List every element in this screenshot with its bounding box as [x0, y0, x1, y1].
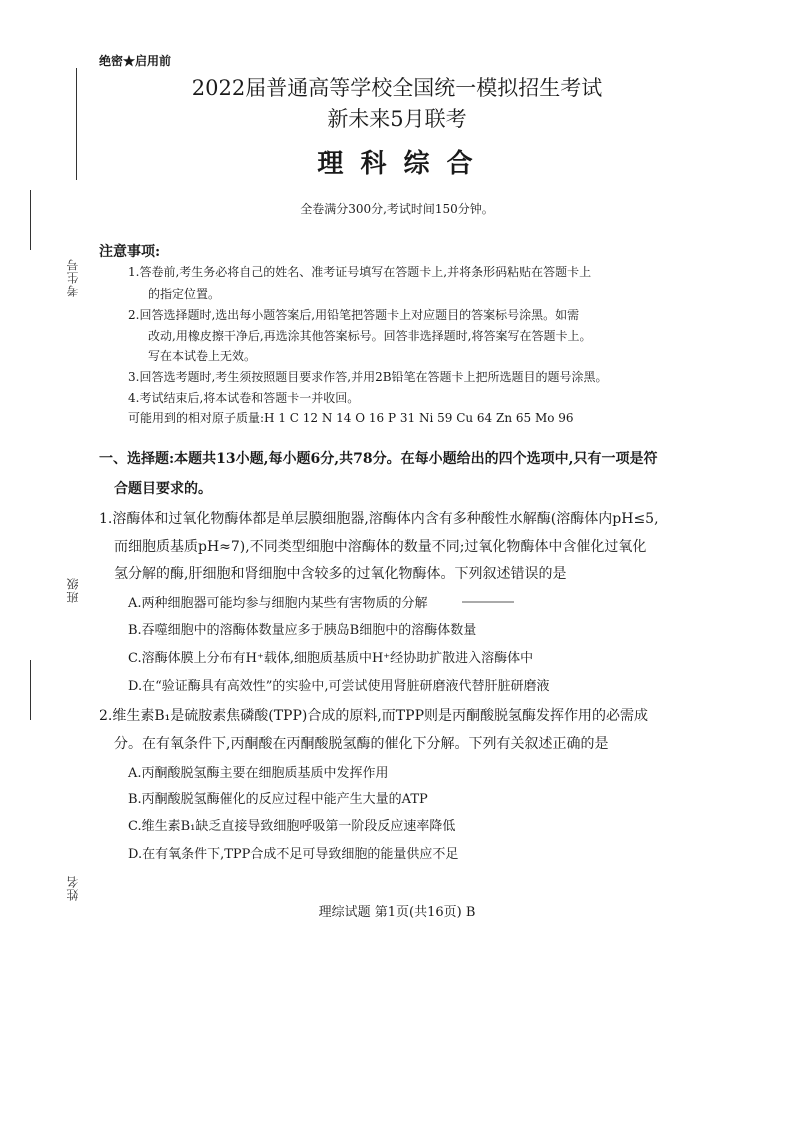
- score-time-note: 全卷满分300分,考试时间150分钟。: [300, 202, 494, 216]
- notice-line: 3.回答选考题时,考生须按照题目要求作答,并用2B铅笔在答题卡上把所选题目的题号涂黑。: [128, 370, 608, 384]
- side-label-name: 姓名: [66, 875, 80, 901]
- question-1-stem: 而细胞质基质pH≈7),不同类型细胞中溶酶体的数量不同;过氧化物酶体中含催化过氧化: [114, 539, 647, 555]
- notice-heading: 注意事项:: [99, 244, 161, 260]
- question-2-option-d: D.在有氧条件下,TPP合成不足可导致细胞的能量供应不足: [128, 847, 459, 862]
- question-1-option-a: A.两种细胞器可能均参与细胞内某些有害物质的分解: [128, 596, 428, 611]
- question-2-option-a: A.丙酮酸脱氢酶主要在细胞质基质中发挥作用: [128, 766, 389, 781]
- exam-subtitle: 新未来5月联考: [327, 107, 467, 131]
- page-footer: 理综试题 第1页(共16页) B: [318, 905, 476, 920]
- section-heading: 一、选择题:本题共13小题,每小题6分,共78分。在每小题给出的四个选项中,只有一项是符: [99, 451, 658, 467]
- atomic-mass-line: 可能用到的相对原子质量:H 1 C 12 N 14 O 16 P 31 Ni 59 Cu 64 Zn 65 Mo 96: [128, 411, 574, 425]
- margin-line-left-1: [30, 190, 31, 250]
- question-2-stem: 分。在有氧条件下,丙酮酸在丙酮酸脱氢酶的催化下分解。下列有关叙述正确的是: [114, 736, 609, 752]
- notice-line: 2.回答选择题时,选出每小题答案后,用铅笔把答题卡上对应题目的答案标号涂黑。如需: [128, 308, 580, 322]
- section-heading-cont: 合题目要求的。: [114, 481, 212, 497]
- notice-line: 写在本试卷上无效。: [148, 349, 257, 363]
- question-2-stem: 2.维生素B₁是硫胺素焦磷酸(TPP)合成的原料,而TPP则是丙酮酸脱氢酶发挥作用的必需成: [99, 708, 648, 724]
- notice-line: 的指定位置。: [148, 287, 221, 301]
- side-label-class: 班级: [66, 577, 80, 603]
- side-label-exam-no: 考生号: [66, 258, 80, 297]
- question-1-option-d: D.在“验证酶具有高效性”的实验中,可尝试使用肾脏研磨液代替肝脏研磨液: [128, 679, 550, 694]
- notice-line: 4.考试结束后,将本试卷和答题卡一并收回。: [128, 391, 360, 405]
- notice-line: 1.答卷前,考生务必将自己的姓名、准考证号填写在答题卡上,并将条形码粘贴在答题卡上: [128, 265, 592, 279]
- confidential-label: 绝密★启用前: [99, 54, 172, 68]
- exam-title: 2022届普通高等学校全国统一模拟招生考试: [191, 76, 603, 100]
- question-1-stem: 1.溶酶体和过氧化物酶体都是单层膜细胞器,溶酶体内含有多种酸性水解酶(溶酶体内pH≤5,: [99, 511, 659, 527]
- pen-mark: [462, 601, 514, 603]
- question-1-option-c: C.溶酶体膜上分布有H⁺载体,细胞质基质中H⁺经协助扩散进入溶酶体中: [128, 651, 534, 666]
- margin-line-left-2: [30, 660, 31, 720]
- question-1-stem: 氢分解的酶,肝细胞和肾细胞中含较多的过氧化物酶体。下列叙述错误的是: [114, 566, 567, 582]
- question-2-option-c: C.维生素B₁缺乏直接导致细胞呼吸第一阶段反应速率降低: [128, 819, 456, 834]
- notice-line: 改动,用橡皮擦干净后,再选涂其他答案标号。回答非选择题时,将答案写在答题卡上。: [148, 329, 592, 343]
- question-2-option-b: B.丙酮酸脱氢酶催化的反应过程中能产生大量的ATP: [128, 792, 428, 807]
- subject-title: 理 科 综 合: [317, 149, 477, 179]
- question-1-option-b: B.吞噬细胞中的溶酶体数量应多于胰岛B细胞中的溶酶体数量: [128, 623, 477, 638]
